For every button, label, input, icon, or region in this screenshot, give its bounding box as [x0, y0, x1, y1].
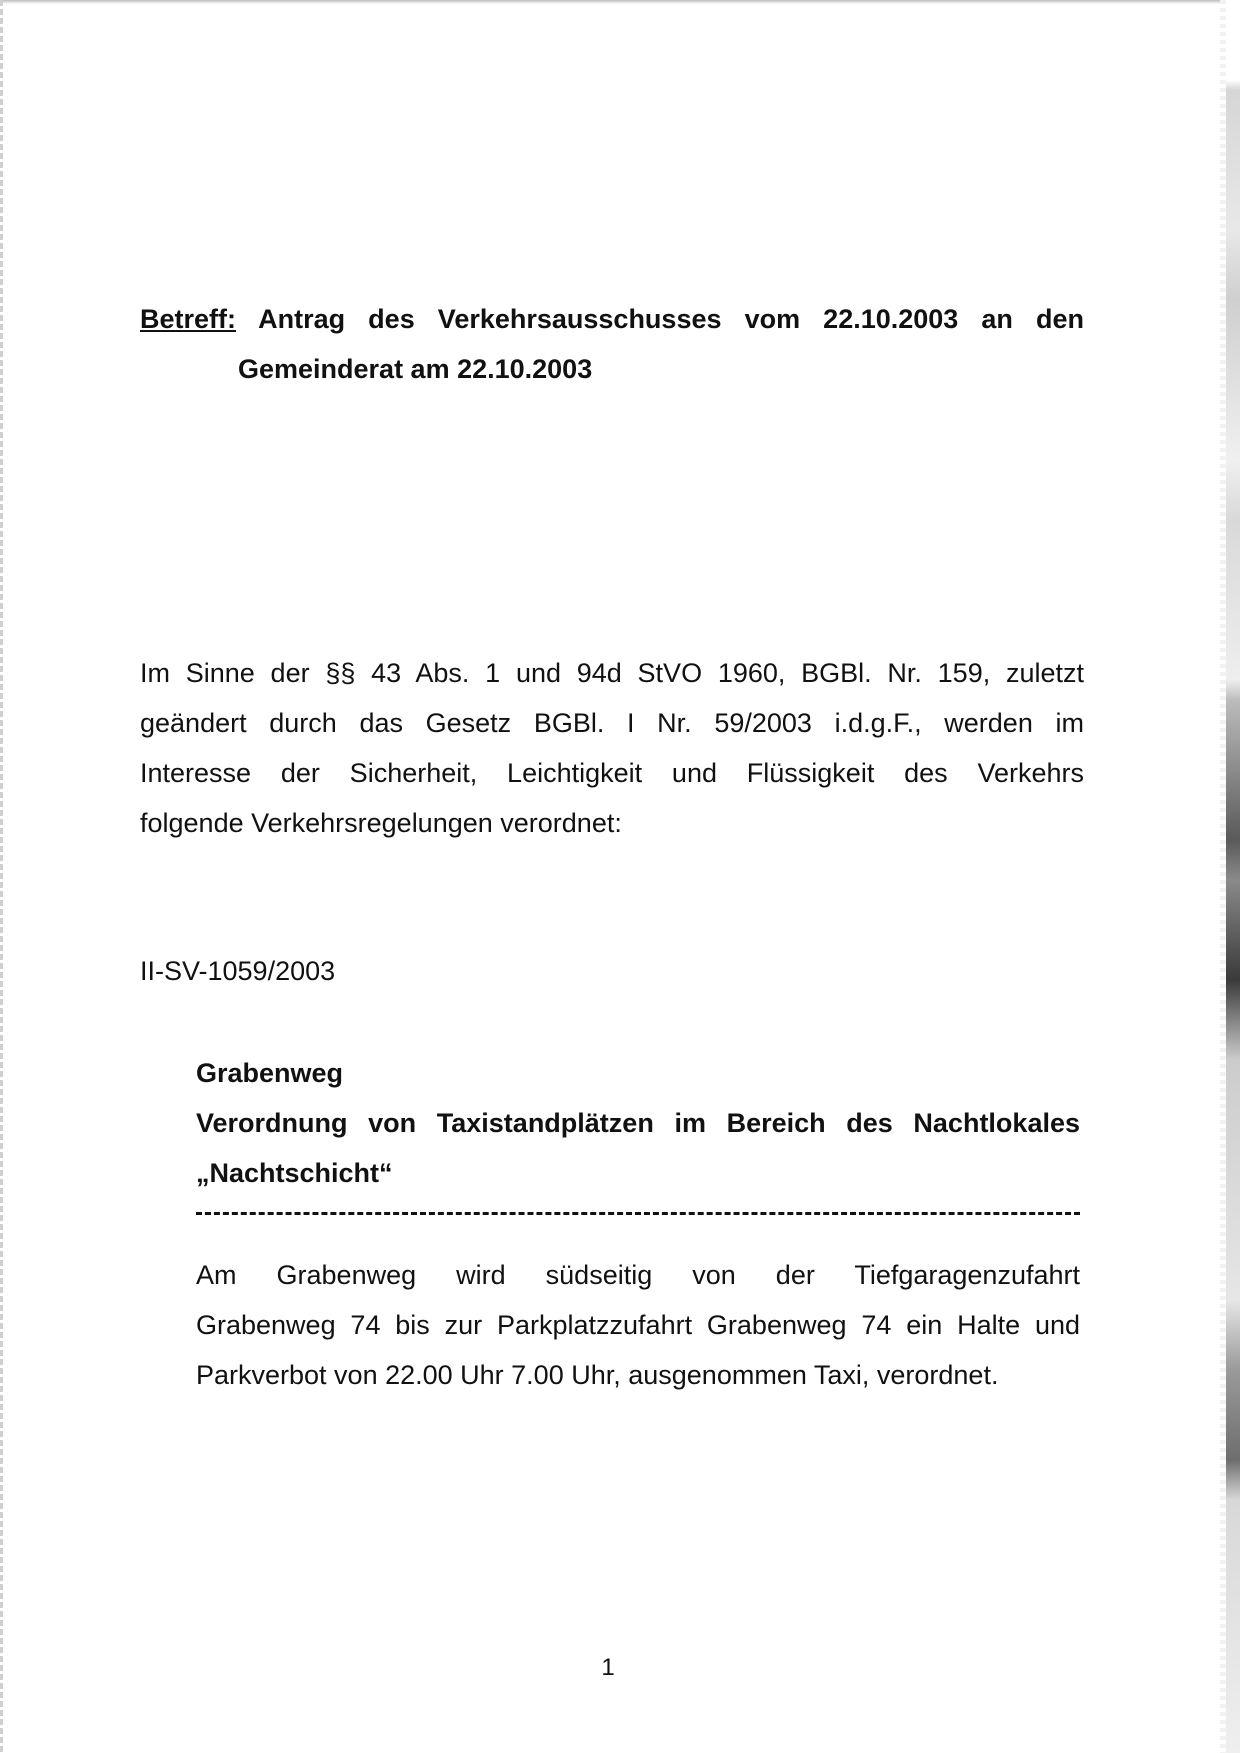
reference-number: II-SV-1059/2003: [140, 956, 336, 986]
body-line-1: Am Grabenweg wird südseitig von der Tiefgaragenzufahrt: [196, 1260, 1080, 1290]
section-heading: [196, 1048, 1080, 1198]
intro-paragraph: [140, 648, 1084, 848]
intro-line-2: geändert durch das Gesetz BGBl. I Nr. 59/2003 i.d.g.F., werden im: [140, 708, 1084, 738]
subject-line-1: [140, 294, 1084, 344]
scan-edge-left: [0, 0, 3, 1753]
section-street: Grabenweg: [196, 1058, 344, 1088]
scan-edge-top: [0, 0, 1240, 4]
section-title-line-1: Verordnung von Taxistandplätzen im Bereich des Nachtlokales: [196, 1108, 1080, 1138]
intro-line-3: Interesse der Sicherheit, Leichtigkeit und Flüssigkeit des Verkehrs: [140, 758, 1084, 788]
scan-edge-right: [1226, 0, 1240, 1753]
subject-text: Antrag des Verkehrsausschusses vom 22.10.2003 an den: [236, 304, 1084, 334]
section-title-line-2: „Nachtschicht“: [196, 1158, 393, 1188]
section-body: [196, 1250, 1080, 1400]
subject-label: Betreff:: [140, 304, 237, 334]
dashed-divider: [196, 1212, 1080, 1215]
intro-line-4: folgende Verkehrsregelungen verordnet:: [140, 808, 622, 838]
body-line-3: Parkverbot von 22.00 Uhr 7.00 Uhr, ausgenommen Taxi, verordnet.: [196, 1360, 999, 1390]
body-line-2: Grabenweg 74 bis zur Parkplatzzufahrt Grabenweg 74 ein Halte und: [196, 1310, 1080, 1340]
intro-line-1: Im Sinne der §§ 43 Abs. 1 und 94d StVO 1960, BGBl. Nr. 159, zuletzt: [140, 658, 1084, 688]
subject-line-2: Gemeinderat am 22.10.2003: [238, 354, 593, 384]
page-number: 1: [601, 1654, 615, 1681]
